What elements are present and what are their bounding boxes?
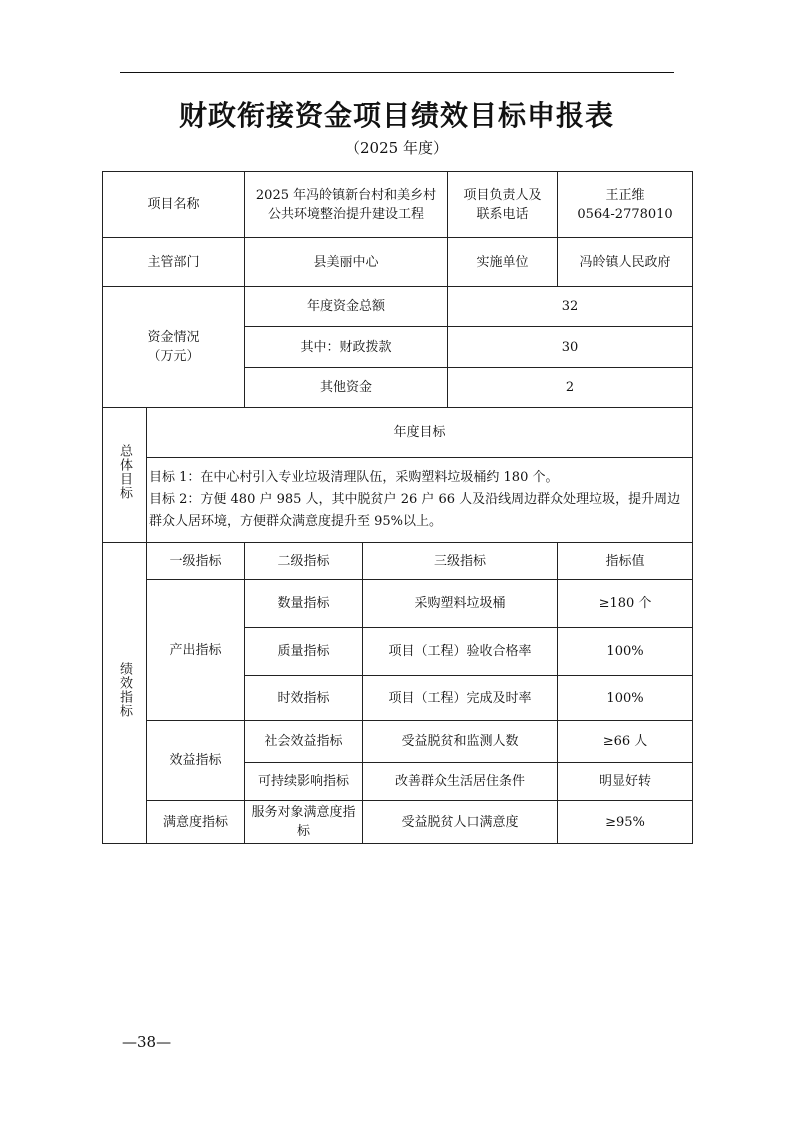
overall-goal-text	[147, 458, 693, 543]
header-level2: 二级指标	[245, 543, 363, 580]
satisfaction-indicator-label: 满意度指标	[147, 801, 245, 844]
top-rule	[120, 72, 674, 73]
funds-total-label: 年度资金总额	[245, 287, 448, 327]
project-leader-value	[558, 172, 693, 238]
funds-total-value: 32	[448, 287, 693, 327]
leader-name: 王正维	[605, 187, 645, 203]
indicator-level2: 社会效益指标	[245, 721, 363, 763]
department-value: 县美丽中心	[245, 238, 448, 287]
indicator-level3: 采购塑料垃圾桶	[363, 580, 558, 628]
leader-phone: 0564-2778010	[577, 206, 673, 222]
page-number: —38—	[122, 1033, 172, 1051]
indicator-value: ≥95%	[558, 801, 693, 844]
indicator-level3: 改善群众生活居住条件	[363, 763, 558, 801]
indicator-value: 100%	[558, 628, 693, 676]
indicator-row	[103, 580, 693, 628]
header-level1: 一级指标	[147, 543, 245, 580]
indicator-row	[103, 721, 693, 763]
department-label: 主管部门	[103, 238, 245, 287]
funds-fiscal-value: 30	[448, 327, 693, 368]
project-name-label: 项目名称	[103, 172, 245, 238]
goal-1: 目标 1：在中心村引入专业垃圾清理队伍，采购塑料垃圾桶约 180 个。	[149, 470, 559, 485]
annual-goal-header: 年度目标	[147, 408, 693, 458]
header-level3: 三级指标	[363, 543, 558, 580]
overall-goal-header-row	[103, 408, 693, 458]
indicator-value: ≥180 个	[558, 580, 693, 628]
indicator-level2: 服务对象满意度指标	[245, 801, 363, 844]
funds-label: 资金情况 （万元）	[103, 287, 245, 408]
header-value: 指标值	[558, 543, 693, 580]
indicator-level3: 受益脱贫和监测人数	[363, 721, 558, 763]
department-row	[103, 238, 693, 287]
indicator-level2: 时效指标	[245, 676, 363, 721]
output-indicator-label: 产出指标	[147, 580, 245, 721]
indicator-level3: 项目（工程）验收合格率	[363, 628, 558, 676]
project-name-row	[103, 172, 693, 238]
indicator-value: 100%	[558, 676, 693, 721]
funds-other-value: 2	[448, 368, 693, 408]
overall-goal-label: 总体目标	[103, 408, 147, 543]
project-leader-label: 项目负责人及 联系电话	[448, 172, 558, 238]
performance-form-table	[102, 171, 693, 844]
indicator-level2: 数量指标	[245, 580, 363, 628]
funds-fiscal-label: 其中：财政拨款	[245, 327, 448, 368]
indicator-level3: 受益脱贫人口满意度	[363, 801, 558, 844]
goal-2: 目标 2：方便 480 户 985 人，其中脱贫户 26 户 66 人及沿线周边群众处理垃圾，提升周边群众人居环境，方便群众满意度提升至 95%以上。	[149, 492, 681, 529]
overall-goal-content-row	[103, 458, 693, 543]
indicator-value: ≥66 人	[558, 721, 693, 763]
implementer-value: 冯皊镇人民政府	[558, 238, 693, 287]
page-title: 财政衔接资金项目绩效目标申报表	[178, 99, 614, 132]
indicator-row	[103, 801, 693, 844]
year-label: （2025 年度）	[345, 139, 448, 157]
benefit-indicator-label: 效益指标	[147, 721, 245, 801]
funds-other-label: 其他资金	[245, 368, 448, 408]
project-name-value: 2025 年冯皊镇新台村和美乡村 公共环境整治提升建设工程	[245, 172, 448, 238]
indicator-level2: 质量指标	[245, 628, 363, 676]
implementer-label: 实施单位	[448, 238, 558, 287]
indicator-level3: 项目（工程）完成及时率	[363, 676, 558, 721]
funds-row	[103, 287, 693, 327]
indicator-header-row	[103, 543, 693, 580]
indicator-level2: 可持续影响指标	[245, 763, 363, 801]
indicators-label: 绩效指标	[103, 543, 147, 844]
indicator-value: 明显好转	[558, 763, 693, 801]
